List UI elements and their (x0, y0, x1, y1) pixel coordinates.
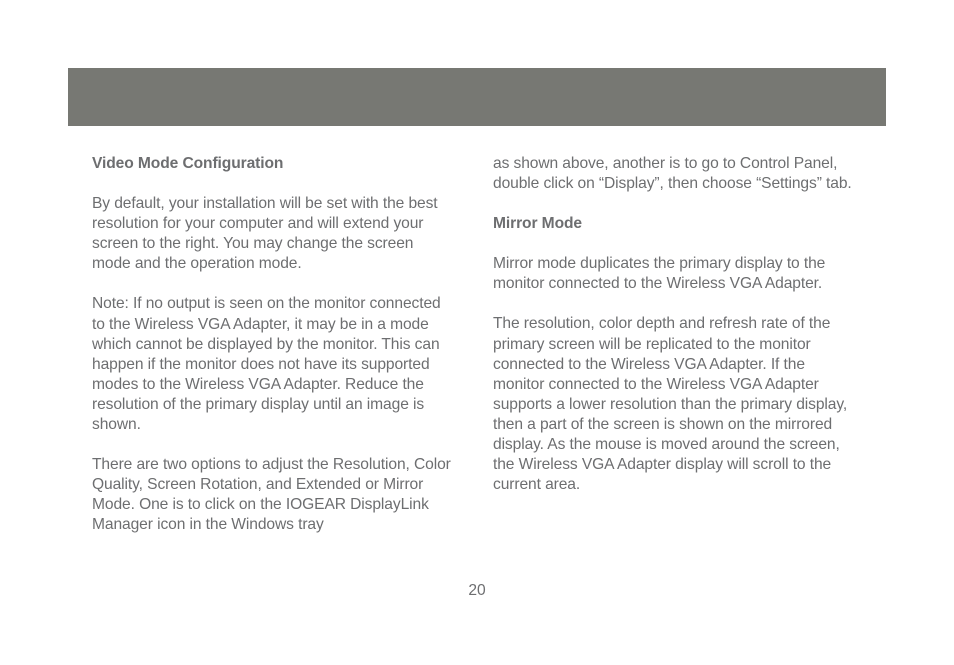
header-band (68, 68, 886, 126)
paragraph-default-installation: By default, your installation will be set with the best resolution for your computer and will extend your screen to the right. You may change the screen mode and the operation mode. (92, 195, 438, 273)
spacer (493, 234, 855, 254)
left-column (92, 154, 454, 536)
paragraph-continuation: as shown above, another is to go to Control Panel, double click on “Display”, then choose “Settings” tab. (493, 155, 852, 193)
section-heading-mirror-mode: Mirror Mode (493, 215, 582, 233)
spacer (92, 174, 454, 194)
paragraph-mirror-details: The resolution, color depth and refresh rate of the primary screen will be replicated to the monitor connected to the Wireless VGA Adapter. If the monitor connected to the Wireless VGA Adapter supports a lower resolution than the primary display, then a part of the screen is shown on the mirrored display. As the mouse is moved around the screen, the Wireless VGA Adapter display will scroll to the current area. (493, 315, 848, 494)
spacer (92, 274, 454, 294)
paragraph-note: Note: If no output is seen on the monitor connected to the Wireless VGA Adapter, it may be in a mode which cannot be displayed by the monitor. This can happen if the monitor does not have its supported modes to the Wireless VGA Adapter. Reduce the resolution of the primary display until an image is shown. (92, 295, 441, 434)
page-number: 20 (468, 582, 486, 599)
spacer (493, 194, 855, 214)
spacer (92, 435, 454, 455)
spacer (493, 294, 855, 314)
right-column (493, 154, 855, 495)
paragraph-options: There are two options to adjust the Resolution, Color Quality, Screen Rotation, and Extended or Mirror Mode. One is to click on the IOGEAR DisplayLink Manager icon in the Windows tray (92, 456, 451, 534)
paragraph-mirror-intro: Mirror mode duplicates the primary display to the monitor connected to the Wireless VGA Adapter. (493, 255, 826, 293)
section-heading-video-mode: Video Mode Configuration (92, 155, 284, 172)
